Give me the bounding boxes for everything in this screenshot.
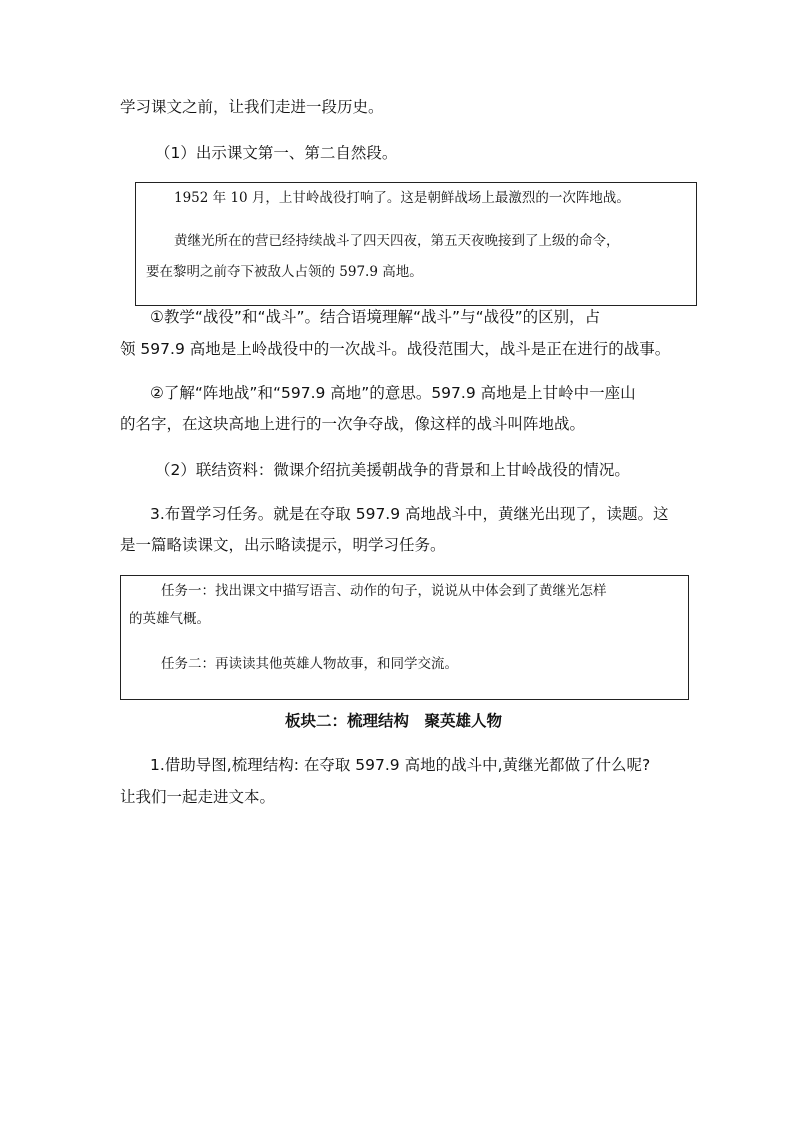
section2-heading: 板块二：梳理结构 聚英雄人物 bbox=[285, 712, 503, 730]
task-line-1: 任务一：找出课文中描写语言、动作的句子，说说从中体会到了黄继光怎样 bbox=[161, 583, 607, 599]
task-intro-line-2: 是一篇略读课文，出示略读提示，明学习任务。 bbox=[120, 536, 446, 554]
note1-line-2: 领 597.9 高地是上岭战役中的一次战斗。战役范围大，战斗是正在进行的战事。 bbox=[120, 340, 671, 358]
excerpt-line-1: 1952 年 10 月，上甘岭战役打响了。这是朝鲜战场上最激烈的一次阵地战。 bbox=[174, 190, 630, 206]
task-line-3: 任务二：再读读其他英雄人物故事，和同学交流。 bbox=[161, 656, 458, 672]
excerpt-line-3: 要在黎明之前夺下被敌人占领的 597.9 高地。 bbox=[146, 264, 423, 280]
note2-line-1: ②了解“阵地战”和“597.9 高地”的意思。597.9 高地是上甘岭中一座山 bbox=[150, 384, 636, 402]
excerpt-box bbox=[135, 182, 697, 306]
task-line-2: 的英雄气概。 bbox=[129, 611, 210, 627]
structure-line-1: 1.借助导图,梳理结构: 在夺取 597.9 高地的战斗中,黄继光都做了什么呢? bbox=[150, 756, 651, 774]
task-box bbox=[120, 575, 689, 700]
task-intro-line-1: 3.布置学习任务。就是在夺取 597.9 高地战斗中，黄继光出现了，读题。这 bbox=[150, 505, 669, 523]
note2-line-2: 的名字，在这块高地上进行的一次争夺战，像这样的战斗叫阵地战。 bbox=[120, 415, 586, 433]
intro-paragraph: 学习课文之前，让我们走进一段历史。 bbox=[120, 98, 384, 116]
structure-line-2: 让我们一起走进文本。 bbox=[120, 788, 276, 806]
step1-paragraph: （1）出示课文第一、第二自然段。 bbox=[155, 144, 398, 162]
note1-line-1: ①教学“战役”和“战斗”。结合语境理解“战斗”与“战役”的区别，占 bbox=[150, 308, 601, 326]
step2-paragraph: （2）联结资料：微课介绍抗美援朝战争的背景和上甘岭战役的情况。 bbox=[155, 461, 630, 479]
excerpt-line-2: 黄继光所在的营已经持续战斗了四天四夜，第五天夜晚接到了上级的命令， bbox=[174, 233, 620, 249]
